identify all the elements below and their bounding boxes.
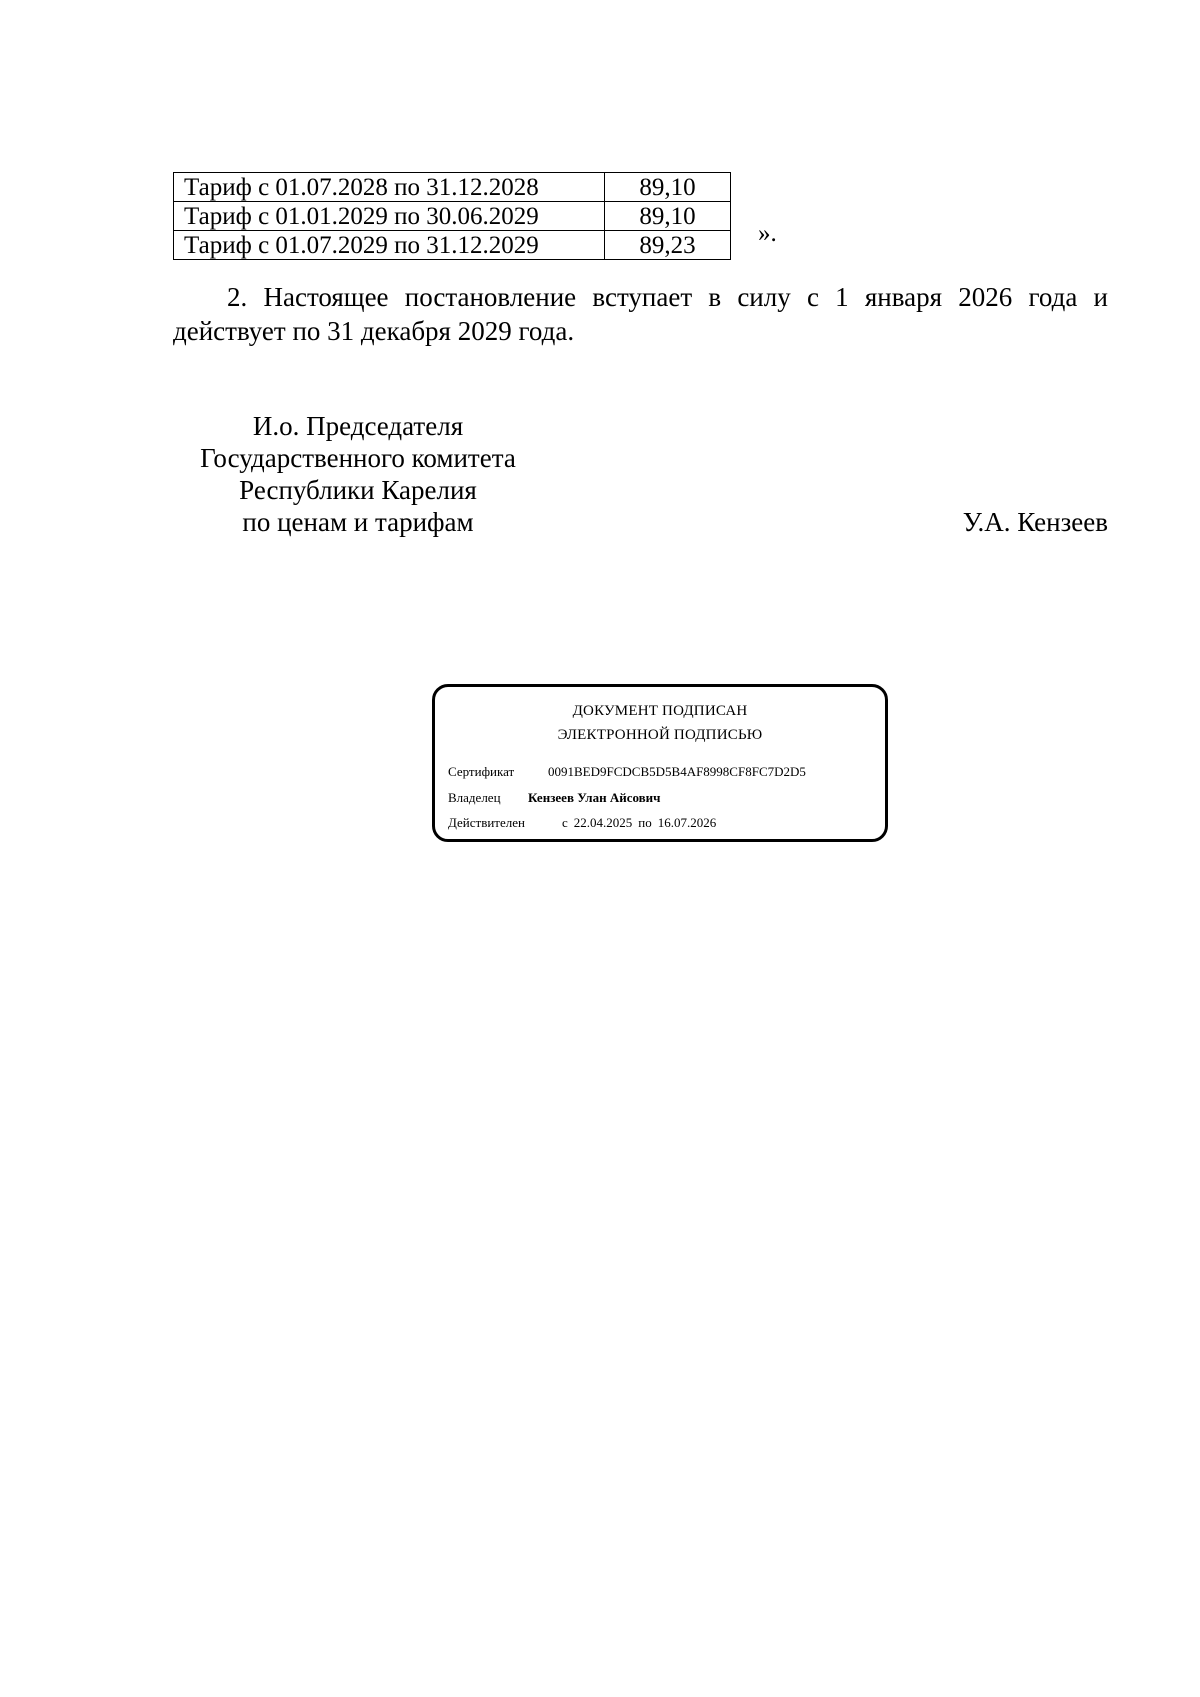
stamp-certificate-row [448,763,806,781]
tariff-period-cell: Тариф с 01.07.2028 по 31.12.2028 [174,173,605,202]
stamp-heading-line: ЭЛЕКТРОННОЙ ПОДПИСЬЮ [557,727,763,743]
valid-label: Действителен [448,815,525,830]
effective-date-paragraph: 2. Настоящее постановление вступает в силу с 1 января 2026 года и действует по 31 декабря 2029 года. [173,282,1108,346]
tariff-value-cell: 89,10 [605,202,731,231]
stamp-heading [435,699,885,747]
stamp-heading-line: ДОКУМЕНТ ПОДПИСАН [572,703,748,719]
signer-title-line: И.о. Председателя [252,411,464,441]
table-row [174,173,731,202]
tariff-table [173,172,731,260]
tariff-period-cell: Тариф с 01.01.2029 по 30.06.2029 [174,202,605,231]
owner-value: Кензеев Улан Айсович [528,790,661,805]
stamp-validity-row [448,814,716,832]
signer-name: У.А. Кензеев [962,507,1108,537]
table-row [174,231,731,260]
signer-title-line: Республики Карелия [239,475,477,505]
valid-to-word: по [638,815,652,830]
valid-to-date: 16.07.2026 [657,815,717,830]
valid-from-word: с [562,815,568,830]
certificate-label: Сертификат [448,764,515,779]
certificate-value: 0091BED9FCDCB5D5B4AF8998CF8FC7D2D5 [548,764,806,779]
electronic-signature-stamp [432,684,888,842]
tariff-value-cell: 89,23 [605,231,731,260]
table-row [174,202,731,231]
owner-label: Владелец [448,790,501,805]
signer-title [173,410,543,538]
tariff-value-cell: 89,10 [605,173,731,202]
signer-title-line: по ценам и тарифам [242,507,474,537]
signer-title-line: Государственного комитета [200,443,516,473]
stamp-owner-row [448,789,661,807]
tariff-period-cell: Тариф с 01.07.2029 по 31.12.2029 [174,231,605,260]
closing-quote: ». [758,220,777,247]
valid-from-date: 22.04.2025 [573,815,633,830]
